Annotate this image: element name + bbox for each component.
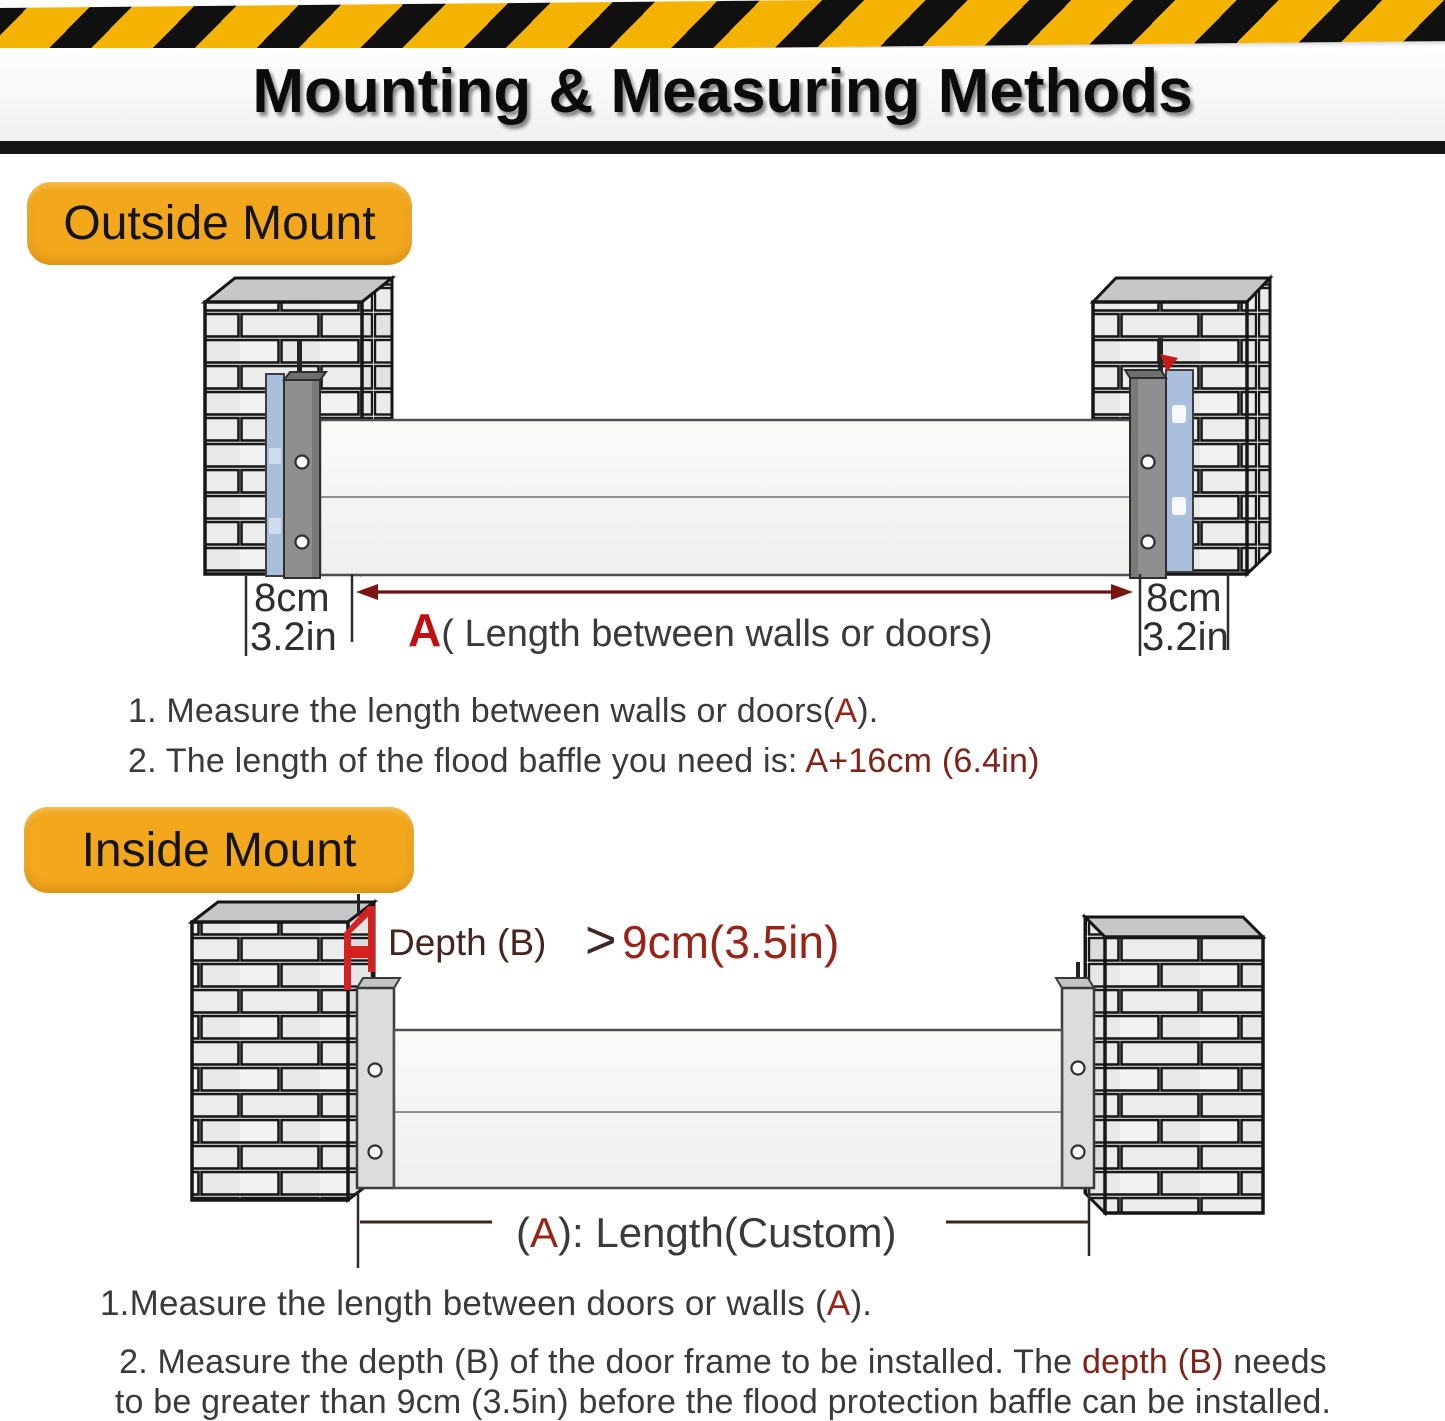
inside-step-2-highlight: depth (B) (1081, 1343, 1224, 1381)
flood-baffle-boards (394, 1030, 1062, 1188)
inside-mount-badge (24, 807, 414, 893)
right-pillar-top-face (1093, 278, 1270, 302)
header-divider-bar (0, 141, 1445, 154)
screw-hole (296, 536, 309, 549)
left-bracket-shade (312, 381, 319, 577)
length-caption-open: ( (516, 1209, 530, 1256)
left-pillar-top-face (205, 278, 392, 302)
span-caption-a: A (408, 604, 442, 656)
outside-step-1-text: 1. Measure the length between walls or doors( (128, 692, 835, 730)
length-caption-rest: ): Length(Custom) (558, 1209, 897, 1256)
right-bracket-cap (1125, 370, 1166, 378)
outside-step-1-a: A (834, 692, 858, 730)
outside-mount-badge (27, 182, 412, 265)
span-arrow (356, 584, 1133, 600)
length-caption-a: A (530, 1209, 559, 1256)
inside-step-1-a: A (826, 1284, 851, 1323)
depth-value: 9cm(3.5in) (622, 916, 840, 968)
right-pillar-top-face (1085, 917, 1263, 937)
left-mounting-channel (266, 340, 326, 578)
left-pillar-top-face (192, 902, 374, 922)
page-title: Mounting & Measuring Methods (252, 57, 1193, 126)
hazard-stripe-banner (0, 0, 1445, 55)
right-channel-cap (1056, 978, 1094, 988)
inside-step-2-text1: 2. Measure the depth (B) of the door frame to be installed. The (119, 1343, 1082, 1381)
right-brick-pillar (1085, 917, 1263, 1213)
inside-step-1 (100, 1284, 872, 1324)
right-bracket-shade (1131, 379, 1138, 577)
screw-hole (296, 456, 309, 469)
left-blue-rail (266, 374, 284, 576)
outside-step-1 (128, 692, 878, 731)
right-blue-rail (1166, 370, 1193, 572)
outside-mount-diagram (0, 270, 1445, 680)
screw-hole (369, 1146, 382, 1159)
right-rail-slot (1172, 497, 1186, 515)
outside-step-2-text: 2. The length of the flood baffle you need is: (128, 742, 806, 780)
right-offset-in-label: 3.2in (1142, 615, 1229, 659)
inside-mount-diagram (0, 890, 1445, 1290)
depth-label: Depth (B) (388, 922, 547, 963)
inside-step-2-line2: to be greater than 9cm (3.5in) before the flood protection baffle can be installed. (114, 1383, 1332, 1421)
span-caption (408, 604, 993, 656)
inside-step-1-end: ). (850, 1284, 873, 1323)
outside-mount-badge-label: Outside Mount (63, 197, 376, 250)
screw-hole (1142, 456, 1155, 469)
screw-hole (1072, 1062, 1085, 1075)
left-channel-cap (357, 978, 400, 988)
left-pillar-front-face (192, 922, 348, 1200)
right-pillar-front-face (1105, 937, 1263, 1213)
screw-hole (1072, 1146, 1085, 1159)
outside-step-1-end: ). (857, 692, 879, 730)
inside-mount-badge-label: Inside Mount (81, 823, 357, 877)
screw-hole (1142, 536, 1155, 549)
right-mounting-channel (1125, 338, 1193, 578)
inside-step-1-text: 1.Measure the length between doors or walls ( (100, 1284, 827, 1323)
right-offset-cm-label: 8cm (1146, 576, 1222, 620)
left-rail-slot (269, 448, 281, 464)
inside-step-2-text2: needs (1223, 1343, 1327, 1381)
right-pillar-side-face (1247, 278, 1270, 574)
depth-gt-sign: > (585, 910, 617, 970)
screw-hole (369, 1064, 382, 1077)
span-caption-text: ( Length between walls or doors) (441, 613, 993, 655)
left-offset-cm-label: 8cm (254, 576, 330, 620)
right-rail-slot (1172, 405, 1186, 423)
outside-step-2 (128, 742, 1040, 781)
outside-step-2-value: A+16cm (6.4in) (805, 742, 1040, 780)
length-caption (516, 1209, 896, 1256)
left-offset-in-label: 3.2in (250, 615, 337, 659)
inside-step-2 (38, 1342, 1408, 1421)
left-rail-slot (269, 518, 281, 534)
depth-bolt (357, 894, 360, 916)
left-bracket-cap (284, 372, 326, 380)
